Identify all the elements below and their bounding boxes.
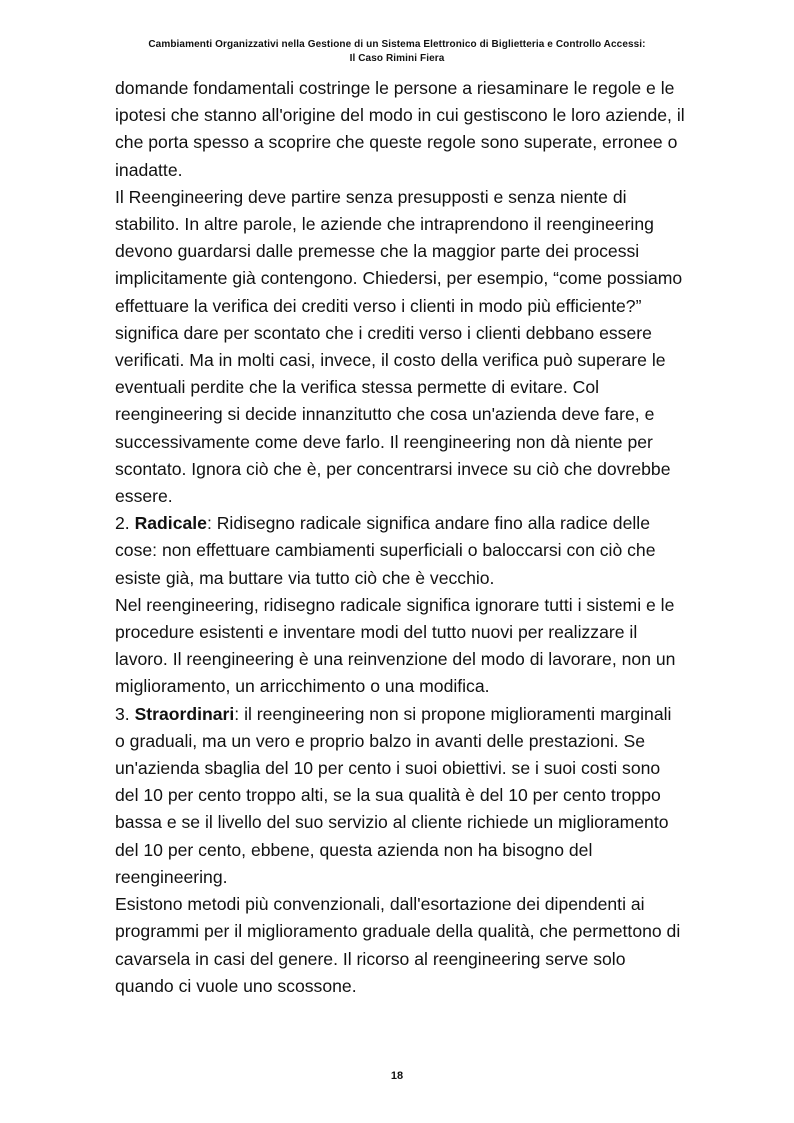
definition-text: : Ridisegno radicale significa andare fino alla radice delle cose: non effettuare cambiamenti superficiali o baloccarsi con ciò che esiste già, ma buttare via tutto ciò che è vecchio. [115, 513, 656, 588]
list-number: 2. [115, 513, 135, 534]
paragraph-5 [115, 701, 685, 891]
paragraph-1: domande fondamentali costringe le persone a riesaminare le regole e le ipotesi che stanno all'origine del modo in cui gestiscono le loro aziende, il che porta spesso a scoprire che queste regole sono superate, erronee o inadatte. [115, 78, 685, 180]
paragraph-3 [115, 510, 685, 592]
page-number: 18 [390, 1070, 404, 1082]
page-header [0, 38, 794, 66]
term-straordinari: Straordinari [134, 703, 235, 724]
term-radicale: Radicale [134, 513, 207, 534]
header-title-line-2: Il Caso Rimini Fiera [349, 53, 445, 64]
definition-text: : il reengineering non si propone miglioramenti marginali o graduali, ma un vero e proprio balzo in avanti delle prestazioni. Se un'azienda sbaglia del 10 per cento i suoi obiettivi. se i suoi costi sono del 10 per cento troppo alti, se la sua qualità è del 10 per cento troppo bassa e se il livello del suo servizio al cliente richiede un miglioramento del 10 per cento, ebbene, questa azienda non ha bisogno del reengineering. [115, 703, 672, 887]
paragraph-2: Il Reengineering deve partire senza presupposti e senza niente di stabilito. In altre parole, le aziende che intraprendono il reengineering devono guardarsi dalle premesse che la maggior parte dei processi implicitamente già contengono. Chiedersi, per esempio, “come possiamo effettuare la verifica dei crediti verso i clienti in modo più efficiente?” significa dare per scontato che i crediti verso i clienti debbano essere verificati. Ma in molti casi, invece, il costo della verifica può superare le eventuali perdite che la verifica stessa permette di evitare. Col reengineering si decide innanzitutto che cosa un'azienda deve fare, e successivamente come deve farlo. Il reengineering non dà niente per scontato. Ignora ciò che è, per concentrarsi invece su ciò che dovrebbe essere. [115, 186, 683, 507]
list-number: 3. [115, 703, 135, 724]
paragraph-6: Esistono metodi più convenzionali, dall'esortazione dei dipendenti ai programmi per il miglioramento graduale della qualità, che permettono di cavarsela in casi del genere. Il ricorso al reengineering serve solo quando ci vuole uno scossone. [115, 894, 681, 996]
header-title-line-1: Cambiamenti Organizzativi nella Gestione di un Sistema Elettronico di Biglietteria e Controllo Accessi: [148, 39, 646, 50]
paragraph-4: Nel reengineering, ridisegno radicale significa ignorare tutti i sistemi e le procedure esistenti e inventare modi del tutto nuovi per realizzare il lavoro. Il reengineering è una reinvenzione del modo di lavorare, non un miglioramento, un arricchimento o una modifica. [115, 594, 676, 697]
body-text [115, 75, 685, 1000]
